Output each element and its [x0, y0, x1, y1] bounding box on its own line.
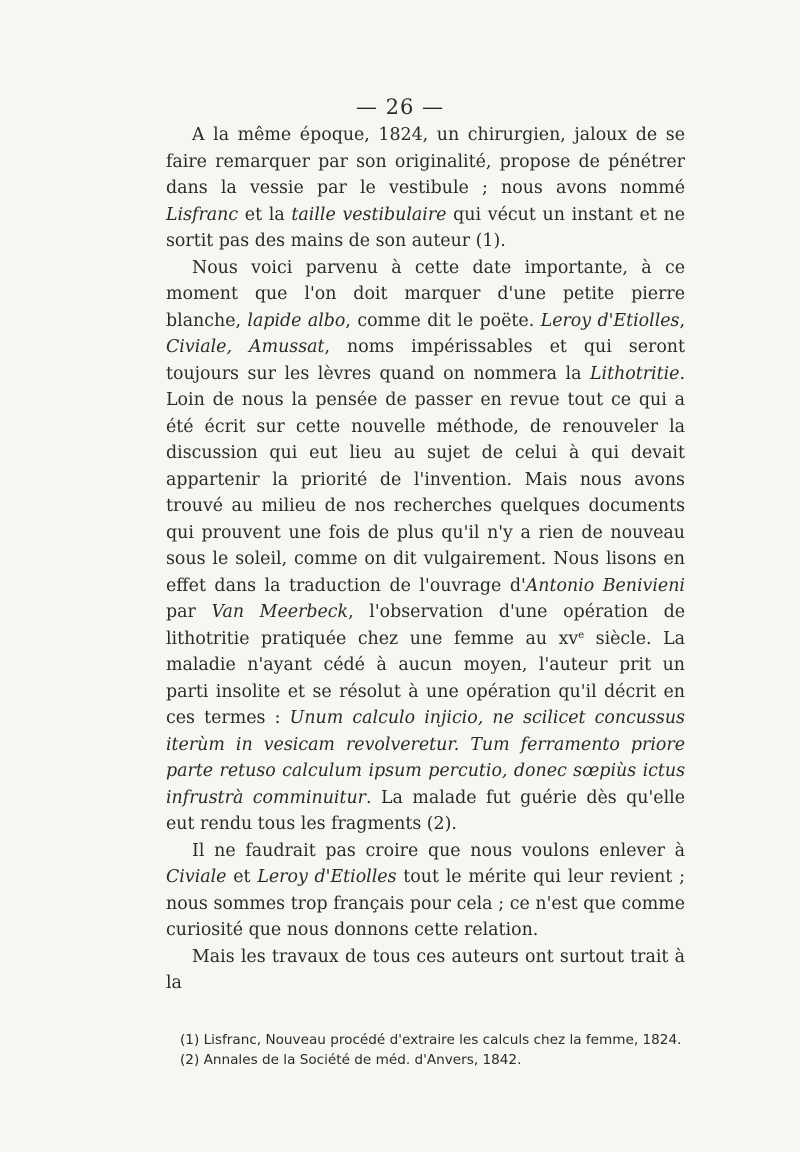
footnotes	[166, 1030, 685, 1070]
text-run: , noms impérissables et qui seront toujours sur les lèvres quand on nommera la	[166, 337, 685, 384]
text-run: Il ne faudrait pas croire que nous voulons enlever à	[192, 840, 685, 861]
text-run: qui vécut un instant et ne sortit pas des mains de son auteur (1).	[166, 204, 686, 251]
text-run: A la même époque, 1824, un chirurgien, jaloux de se faire remarquer par son originalité, propose de pénétrer dans la vessie par le vestibule ; nous avons nommé	[166, 125, 685, 198]
text-run: Nous voici parvenu à cette date importante, à ce moment que l'on doit marquer d'une petite pierre blanche,	[166, 257, 685, 331]
italic-name: Leroy d'Etiolles	[257, 867, 397, 887]
paragraph-4	[166, 944, 685, 997]
footnote-1: (1) Lisfranc, Nouveau procédé d'extraire les calculs chez la femme, 1824.	[180, 1032, 682, 1048]
text-run: Mais les travaux de tous ces auteurs ont surtout trait à la	[166, 946, 685, 993]
italic-name: Leroy d'Etiolles	[540, 310, 680, 331]
paragraph-1	[166, 122, 685, 255]
footnote-2: (2) Annales de la Société de méd. d'Anvers, 1842.	[180, 1052, 522, 1068]
paragraph-3	[166, 838, 685, 944]
body-text	[166, 122, 685, 997]
italic-name: Lisfranc	[166, 204, 239, 225]
text-run: . Loin de nous la pensée de passer en revue tout ce qui a été écrit sur cette nouvelle méthode, de renouveler la discussion qui eut lieu au sujet de celui à qui devait appartenir la priorité de l'invention. Mais nous avons trouvé au milieu de nos recherches quelques documents qui prouvent une fois de plus qu'il n'y a rien de nouveau sous le soleil, comme on dit vulgairement. Nous lisons en effet dans la traduction de l'ouvrage d'	[166, 363, 685, 596]
text-run: et la	[238, 204, 292, 225]
text-run: par	[166, 602, 212, 622]
text-run: siècle. La maladie n'ayant cédé à aucun moyen, l'auteur prit un parti insolite et se résolut à une opération qu'il décrit en ces termes :	[166, 628, 685, 728]
italic-name: Civiale, Amussat	[166, 337, 325, 357]
italic-latin-quote: Unum calculo injicio, ne scilicet concussus iterùm in vesicam revolveretur. Tum ferramento priore parte retuso calculum ipsum percutio, donec sœpiùs ictus infrustrà comminuitur	[166, 708, 685, 808]
paragraph-2	[166, 255, 685, 838]
page-number: — 26 —	[355, 95, 445, 119]
text-run: , l'observation d'une opération de lithotritie pratiquée chez une femme au xv	[166, 602, 685, 649]
italic-term: Lithotritie	[589, 363, 680, 384]
italic-latin: lapide albo	[247, 310, 346, 331]
italic-term: taille vestibulaire	[291, 204, 447, 225]
italic-name: Antonio Benivieni	[525, 575, 685, 596]
superscript: e	[578, 629, 585, 641]
text-run: et	[226, 867, 258, 887]
italic-name: Van Meerbeck	[211, 602, 349, 622]
italic-name: Civiale	[166, 867, 227, 887]
text-run: tout le mérite qui leur revient ; nous sommes trop français pour cela ; ce n'est que comme curiosité que nous donnons cette relation.	[166, 867, 685, 940]
text-run: ,	[679, 310, 686, 331]
text-run: , comme dit le poëte.	[345, 310, 541, 331]
text-run: . La malade fut guérie dès qu'elle eut rendu tous les fragments (2).	[166, 787, 685, 834]
